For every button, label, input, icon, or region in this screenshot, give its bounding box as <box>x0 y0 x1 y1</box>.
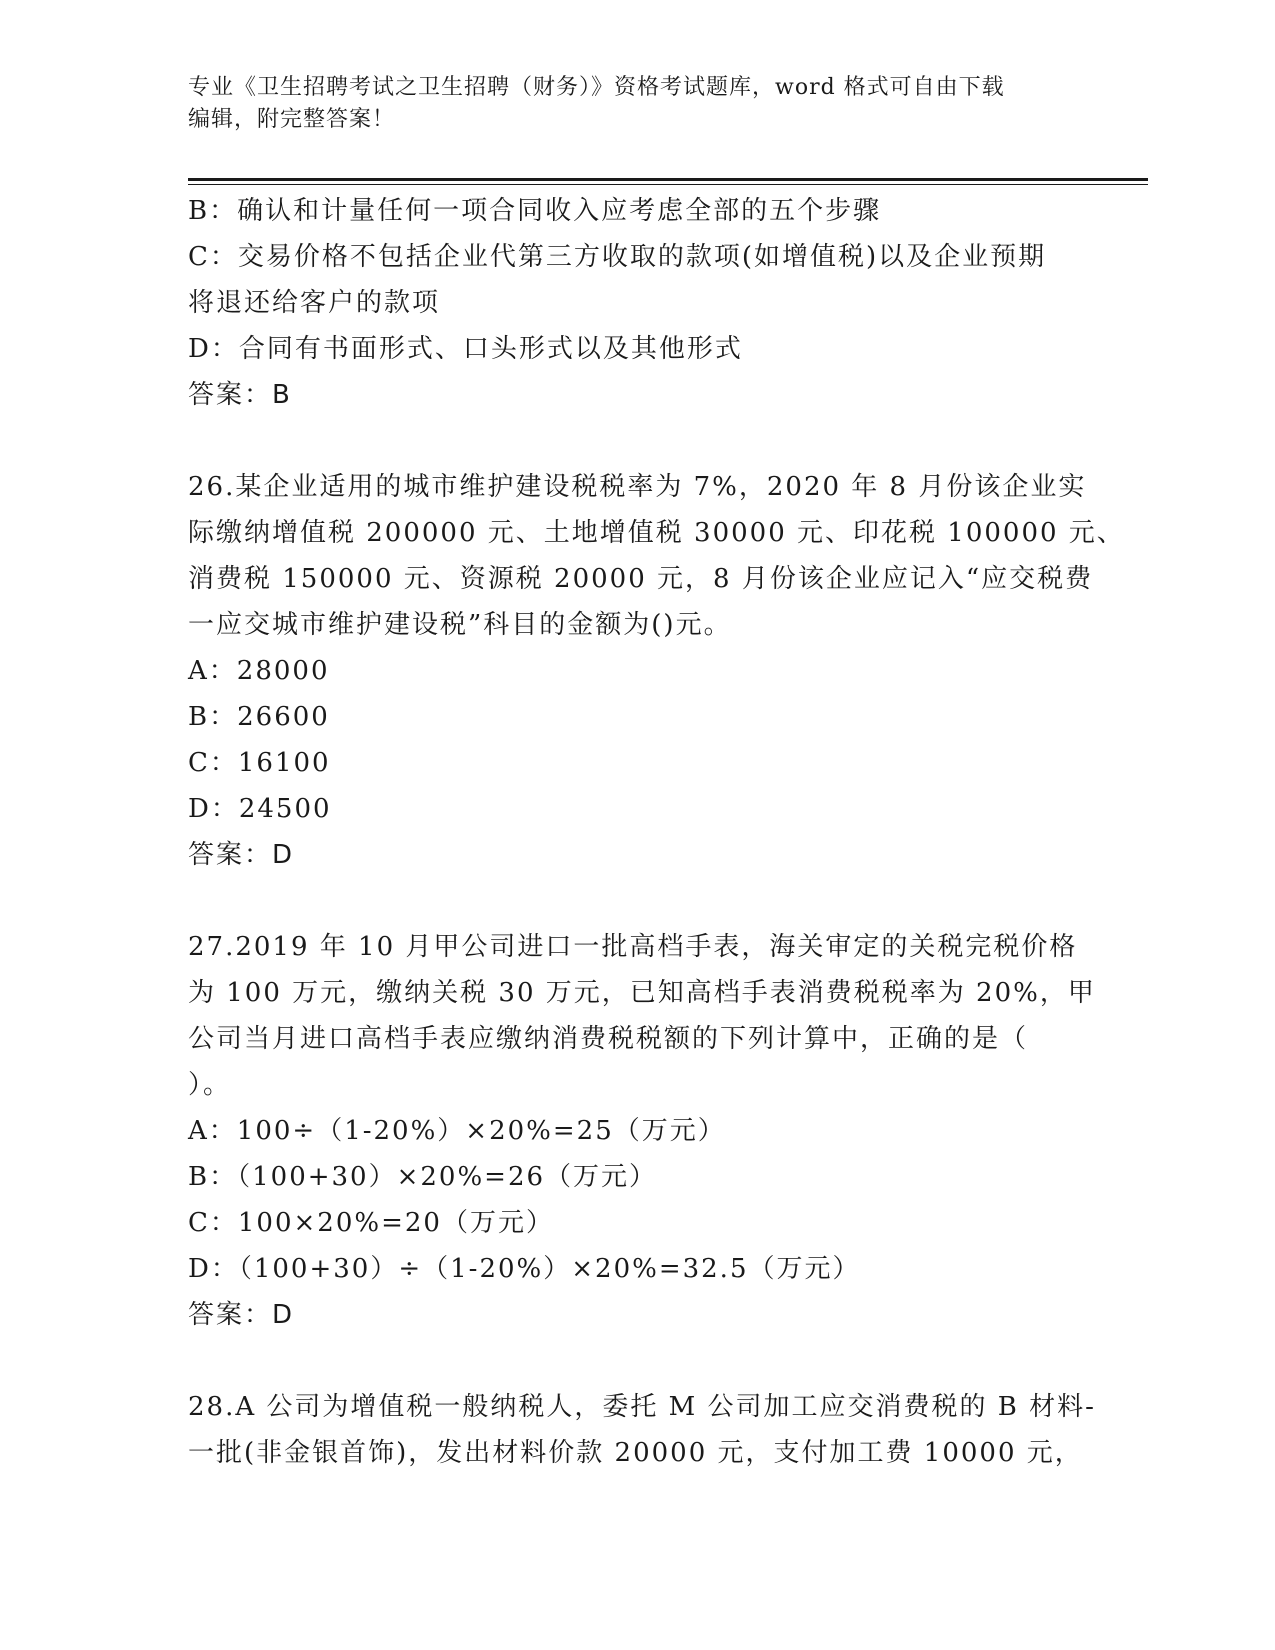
option-c: C：交易价格不包括企业代第三方收取的款项(如增值税)以及企业预期 <box>188 242 1047 272</box>
question-25 <box>188 188 1088 418</box>
question-text-line: 一应交城市维护建设税”科目的金额为()元。 <box>188 610 732 640</box>
option-b: B：26600 <box>188 702 330 732</box>
document-body <box>188 188 1125 1476</box>
header-divider-thin <box>188 184 1148 185</box>
option-b: B：确认和计量任何一项合同收入应考虑全部的五个步骤 <box>188 196 882 226</box>
option-d: D：24500 <box>188 794 332 824</box>
option-d: D：（100+30）÷（1-20%）×20%=32.5（万元） <box>188 1254 861 1284</box>
document-header <box>188 72 1088 136</box>
header-line-1: 专业《卫生招聘考试之卫生招聘（财务）》资格考试题库，word 格式可自由下载 <box>188 75 1005 100</box>
question-26 <box>188 464 1125 878</box>
answer: 答案：D <box>188 840 295 870</box>
spacer <box>188 418 1088 464</box>
question-text-line: 消费税 150000 元、资源税 20000 元，8 月份该企业应记入“应交税费 <box>188 564 1094 594</box>
question-text-line: ）。 <box>188 1070 232 1100</box>
answer: 答案：B <box>188 380 292 410</box>
question-text-line: 26.某企业适用的城市维护建设税税率为 7%，2020 年 8 月份该企业实 <box>188 472 1087 502</box>
question-text-line: 际缴纳增值税 200000 元、土地增值税 30000 元、印花税 100000 元、 <box>188 518 1125 548</box>
option-b: B：（100+30）×20%=26（万元） <box>188 1162 658 1192</box>
header-line-2: 编辑，附完整答案！ <box>188 107 396 132</box>
option-c-continued: 将退还给客户的款项 <box>188 288 441 318</box>
option-d: D：合同有书面形式、口头形式以及其他形式 <box>188 334 743 364</box>
option-a: A：28000 <box>188 656 330 686</box>
option-a: A：100÷（1-20%）×20%=25（万元） <box>188 1116 726 1146</box>
question-27 <box>188 924 1096 1338</box>
header-divider-thick <box>188 178 1148 181</box>
spacer <box>188 878 1088 924</box>
question-text-line: 一批(非金银首饰)，发出材料价款 20000 元，支付加工费 10000 元， <box>188 1438 1083 1468</box>
option-c: C：100×20%=20（万元） <box>188 1208 554 1238</box>
option-c: C：16100 <box>188 748 331 778</box>
spacer <box>188 1338 1088 1384</box>
question-28 <box>188 1384 1096 1476</box>
question-text-line: 27.2019 年 10 月甲公司进口一批高档手表，海关审定的关税完税价格 <box>188 932 1078 962</box>
question-text-line: 为 100 万元，缴纳关税 30 万元，已知高档手表消费税税率为 20%，甲 <box>188 978 1096 1008</box>
answer: 答案：D <box>188 1300 295 1330</box>
question-text-line: 28.A 公司为增值税一般纳税人，委托 M 公司加工应交消费税的 B 材料- <box>188 1392 1096 1422</box>
question-text-line: 公司当月进口高档手表应缴纳消费税税额的下列计算中，正确的是（ <box>188 1024 1029 1054</box>
